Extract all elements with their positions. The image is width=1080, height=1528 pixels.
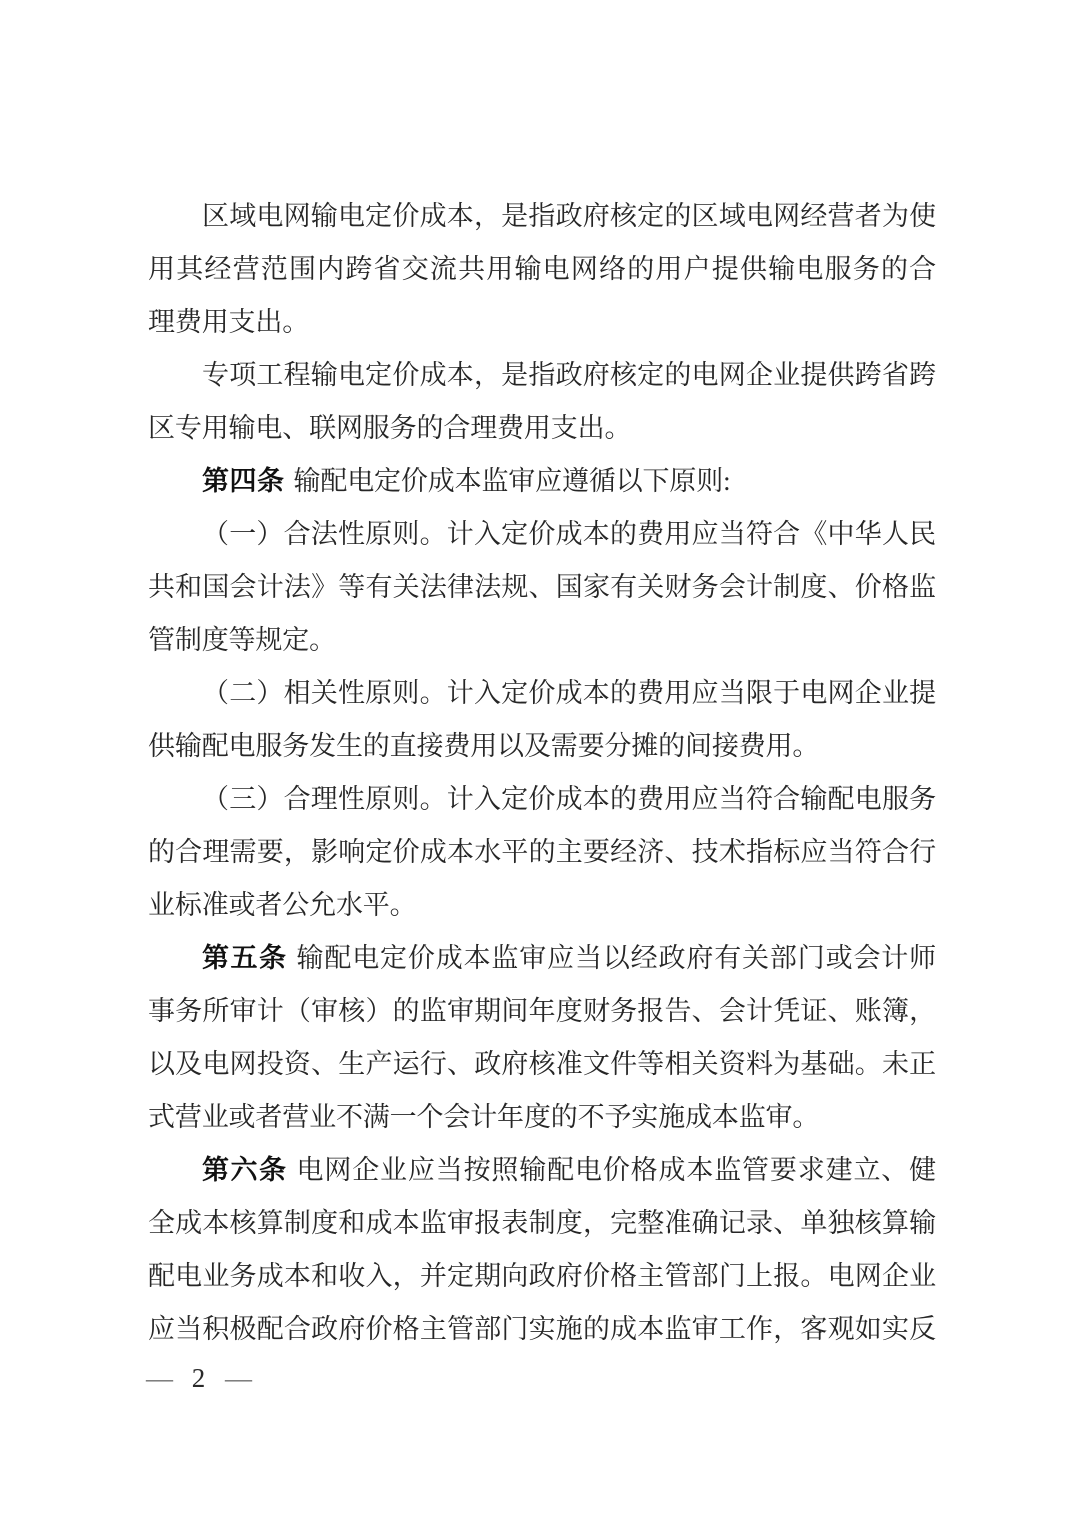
- text-line: [148, 1091, 936, 1144]
- line-text: 用其经营范围内跨省交流共用输电网络的用户提供输电服务的合: [148, 254, 936, 284]
- line-text: 共和国会计法》等有关法律法规、国家有关财务会计制度、价格监: [148, 572, 936, 602]
- line-text: 输配电定价成本监审应遵循以下原则:: [293, 466, 731, 496]
- text-line: [148, 773, 936, 826]
- line-text: 事务所审计（审核）的监审期间年度财务报告、会计凭证、账簿，: [148, 996, 936, 1026]
- line-text: 电网企业应当按照输配电价格成本监管要求建立、健: [296, 1155, 936, 1185]
- text-line: [148, 296, 936, 349]
- article-number: 第四条: [202, 466, 285, 496]
- line-text: 管制度等规定。: [148, 625, 336, 655]
- page-number: [146, 1362, 251, 1394]
- text-line: [148, 508, 936, 561]
- text-line: [148, 720, 936, 773]
- text-line: [148, 985, 936, 1038]
- line-text: （二）相关性原则。计入定价成本的费用应当限于电网企业提: [202, 678, 936, 708]
- line-text: 输配电定价成本监审应当以经政府有关部门或会计师: [296, 943, 936, 973]
- line-text: 理费用支出。: [148, 307, 310, 337]
- text-line: [148, 1144, 936, 1197]
- text-line: [148, 932, 936, 985]
- document-body: [148, 190, 936, 1356]
- text-line: [148, 1197, 936, 1250]
- text-line: [148, 455, 936, 508]
- line-text: 区域电网输电定价成本，是指政府核定的区域电网经营者为使: [202, 201, 936, 231]
- line-text: 专项工程输电定价成本，是指政府核定的电网企业提供跨省跨: [202, 360, 936, 390]
- line-text: （一）合法性原则。计入定价成本的费用应当符合《中华人民: [202, 519, 936, 549]
- text-line: [148, 667, 936, 720]
- line-text: 供输配电服务发生的直接费用以及需要分摊的间接费用。: [148, 731, 820, 761]
- page-dash-left: —: [146, 1363, 172, 1393]
- line-text: 式营业或者营业不满一个会计年度的不予实施成本监审。: [148, 1102, 820, 1132]
- page-number-value: 2: [191, 1363, 206, 1393]
- page-dash-right: —: [225, 1363, 251, 1393]
- text-line: [148, 1250, 936, 1303]
- text-line: [148, 561, 936, 614]
- line-text: 全成本核算制度和成本监审报表制度，完整准确记录、单独核算输: [148, 1208, 936, 1238]
- text-line: [148, 349, 936, 402]
- text-line: [148, 879, 936, 932]
- article-number: 第六条: [202, 1155, 288, 1185]
- line-text: 以及电网投资、生产运行、政府核准文件等相关资料为基础。未正: [148, 1049, 936, 1079]
- text-line: [148, 826, 936, 879]
- text-line: [148, 190, 936, 243]
- text-line: [148, 402, 936, 455]
- line-text: 区专用输电、联网服务的合理费用支出。: [148, 413, 632, 443]
- line-text: 业标准或者公允水平。: [148, 890, 417, 920]
- line-text: （三）合理性原则。计入定价成本的费用应当符合输配电服务: [202, 784, 936, 814]
- line-text: 的合理需要，影响定价成本水平的主要经济、技术指标应当符合行: [148, 837, 936, 867]
- text-line: [148, 1303, 936, 1356]
- text-line: [148, 1038, 936, 1091]
- article-number: 第五条: [202, 943, 288, 973]
- text-line: [148, 243, 936, 296]
- text-line: [148, 614, 936, 667]
- line-text: 配电业务成本和收入，并定期向政府价格主管部门上报。电网企业: [148, 1261, 936, 1291]
- line-text: 应当积极配合政府价格主管部门实施的成本监审工作，客观如实反: [148, 1314, 936, 1344]
